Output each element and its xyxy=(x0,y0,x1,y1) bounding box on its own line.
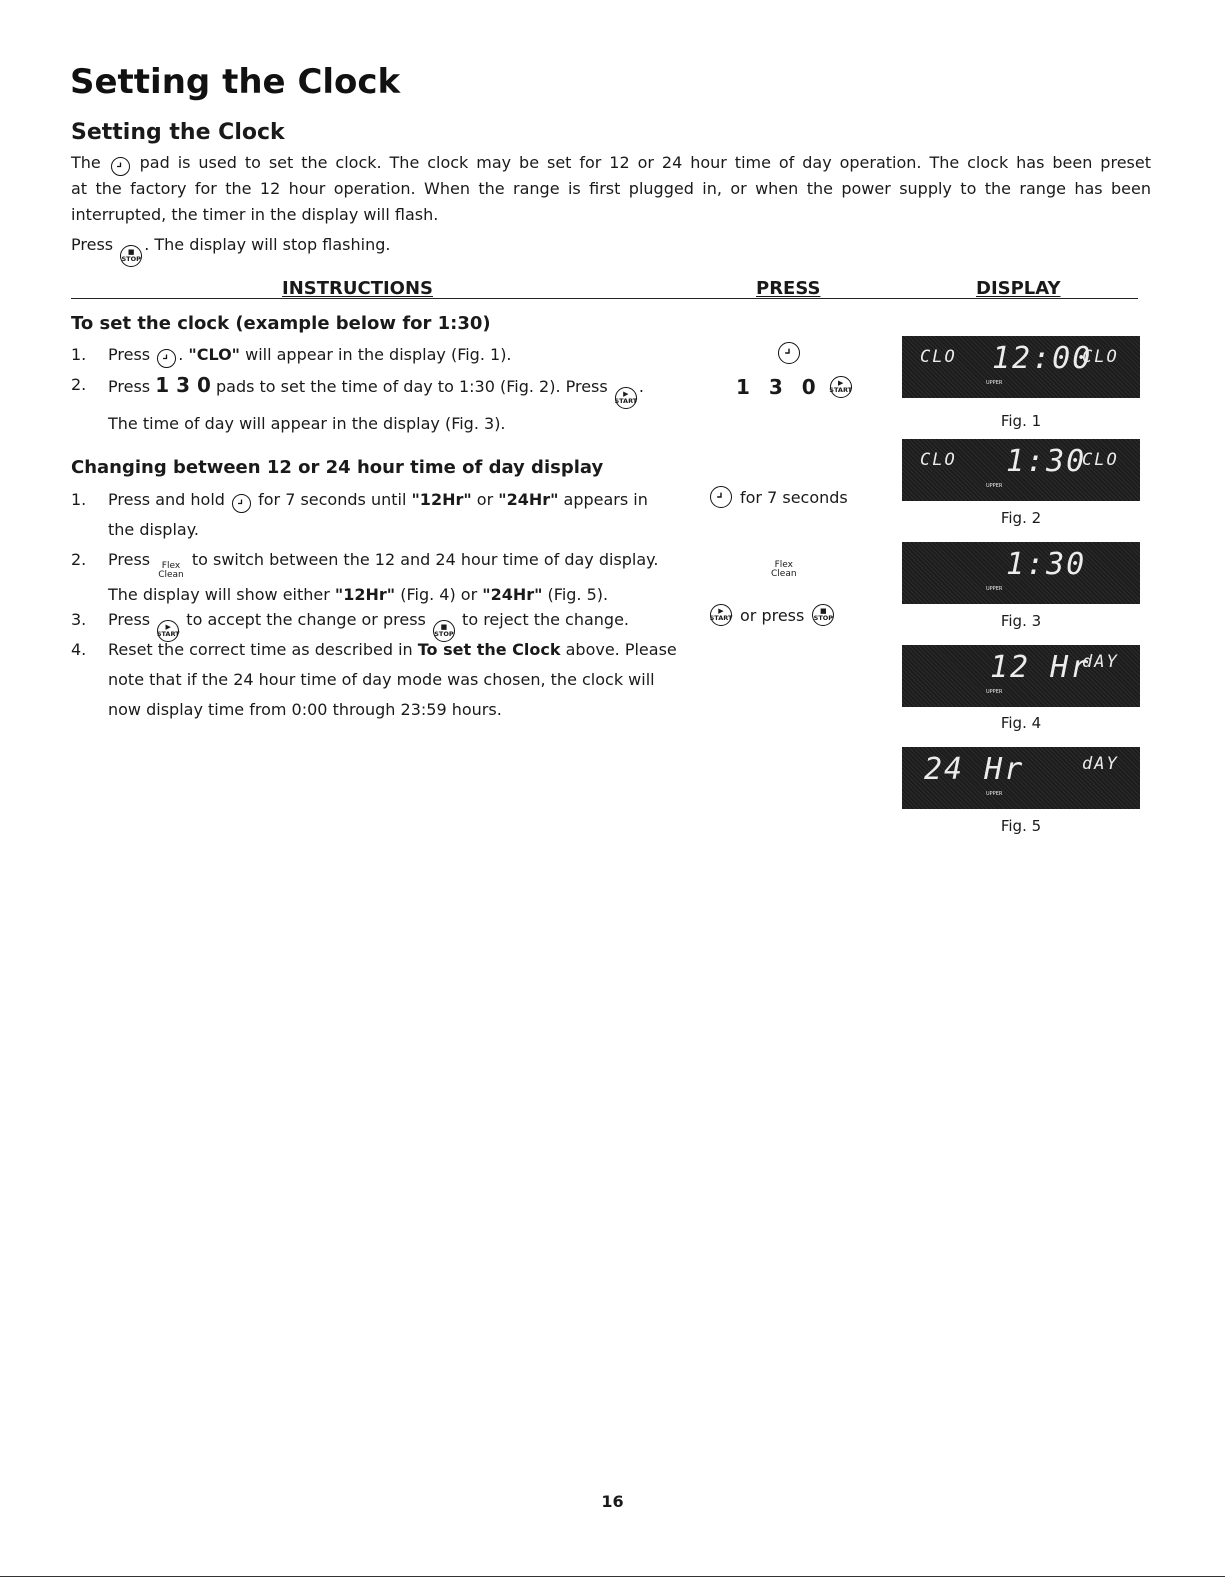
start-button-icon: ▶ START xyxy=(710,604,732,626)
change-mode-step-4: 4. Reset the correct time as described in To set the Clock above. Please note that if the 24 hour time of day mode was chosen, the clock will now display time from 0:00 through 23:59 hours. xyxy=(71,640,677,719)
header-rule xyxy=(71,298,1138,299)
change-mode-heading: Changing between 12 or 24 hour time of day display xyxy=(71,457,604,478)
figure-caption: Fig. 1 xyxy=(1000,412,1042,430)
clock-icon xyxy=(111,157,130,176)
column-header-display: DISPLAY xyxy=(976,278,1061,299)
clock-icon xyxy=(778,342,800,364)
intro-paragraph xyxy=(71,150,1151,267)
stop-button-icon: ■ STOP xyxy=(120,245,142,267)
figure-caption: Fig. 4 xyxy=(1000,714,1042,732)
lcd-display-fig-5: 24 Hr dAY UPPER xyxy=(902,747,1140,809)
start-button-icon: ▶ START xyxy=(157,620,179,642)
intro-line-2: at the factory for the 12 hour operation. When the range is first plugged in, or when the power supply to the range has been xyxy=(71,179,1151,198)
column-header-instructions: INSTRUCTIONS xyxy=(282,278,433,299)
figure-caption: Fig. 3 xyxy=(1000,612,1042,630)
press-clock xyxy=(776,340,802,364)
figure-caption: Fig. 5 xyxy=(1000,817,1042,835)
clock-icon xyxy=(157,349,176,368)
set-clock-step-1: 1. Press . "CLO" will appear in the display (Fig. 1). xyxy=(71,340,691,370)
page-bottom-rule xyxy=(0,1576,1225,1577)
intro-line-3: interrupted, the timer in the display will flash. xyxy=(71,205,439,224)
start-button-icon: ▶ START xyxy=(615,387,637,409)
press-start-or-stop: ▶ START or press ■ STOP xyxy=(709,605,834,625)
stop-button-icon: ■ STOP xyxy=(433,620,455,642)
column-header-press: PRESS xyxy=(756,278,821,299)
lcd-display-fig-2: CLO 1:30 CLO UPPER xyxy=(902,439,1140,501)
lcd-display-fig-1: CLO 12:00 CLO UPPER xyxy=(902,336,1140,398)
page-title: Setting the Clock xyxy=(70,62,401,102)
set-clock-step-2: 2. Press 1 3 0 pads to set the time of day to 1:30 (Fig. 2). Press ▶ START . The time of day will appear in the display (Fig. 3). xyxy=(71,373,644,433)
change-mode-step-1: 1. Press and hold for 7 seconds until "12Hr" or "24Hr" appears in the display. xyxy=(71,490,648,539)
lcd-display-fig-4: 12 Hr dAY UPPER xyxy=(902,645,1140,707)
clock-icon xyxy=(710,486,732,508)
flex-clean-button-icon: Flex Clean xyxy=(158,561,184,580)
flex-clean-button-icon: Flex Clean xyxy=(771,560,797,579)
page-number: 16 xyxy=(601,1492,624,1511)
press-flex-clean xyxy=(768,549,800,579)
press-hold-clock: for 7 seconds xyxy=(708,486,848,508)
section-title: Setting the Clock xyxy=(71,120,285,145)
intro-line-1: The pad is used to set the clock. The clock may be set for 12 or 24 hour time of day operation. The clock has been preset xyxy=(71,150,1151,176)
set-clock-heading: To set the clock (example below for 1:30) xyxy=(71,313,491,334)
stop-button-icon: ■ STOP xyxy=(812,604,834,626)
change-mode-step-2: 2. Press Flex Clean to switch between the 12 and 24 hour time of day display. The display will show either "12Hr" (Fig. 4) or "24Hr" (Fig. 5). xyxy=(71,550,659,604)
press-digits-start: 1 3 0 ▶ START xyxy=(736,375,853,399)
start-button-icon: ▶ START xyxy=(830,376,852,398)
lcd-display-fig-3: 1:30 UPPER xyxy=(902,542,1140,604)
clock-icon xyxy=(232,494,251,513)
intro-line-4: Press ■ STOP . The display will stop flashing. xyxy=(71,232,1151,267)
change-mode-step-3: 3. Press ▶ START to accept the change or press ■ STOP to reject the change. xyxy=(71,605,691,635)
figure-caption: Fig. 2 xyxy=(1000,509,1042,527)
